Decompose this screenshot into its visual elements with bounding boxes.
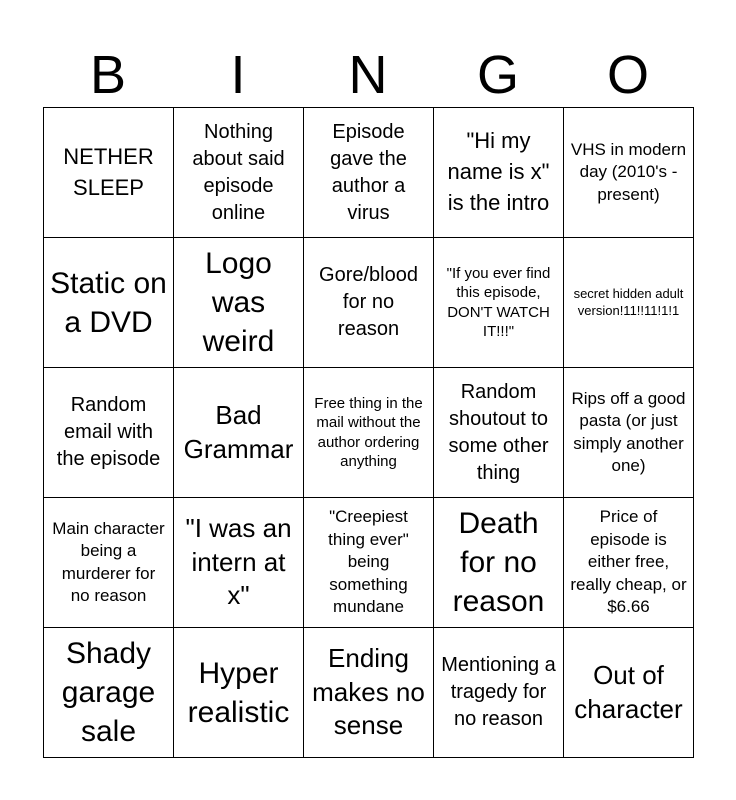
bingo-cell[interactable]: Death for no reason: [434, 498, 564, 628]
bingo-cell[interactable]: Main character being a murderer for no reason: [44, 498, 174, 628]
header-letter-o: O: [606, 45, 649, 105]
bingo-cell[interactable]: Logo was weird: [174, 238, 304, 368]
bingo-cell[interactable]: Hyper realistic: [174, 628, 304, 758]
bingo-cell[interactable]: Out of character: [564, 628, 694, 758]
bingo-cell[interactable]: VHS in modern day (2010's - present): [564, 108, 694, 238]
bingo-cell[interactable]: Gore/blood for no reason: [304, 238, 434, 368]
bingo-cell[interactable]: Shady garage sale: [44, 628, 174, 758]
header-letter-g: G: [476, 45, 519, 105]
bingo-cell[interactable]: Random email with the episode: [44, 368, 174, 498]
bingo-cell[interactable]: "If you ever find this episode, DON'T WATCH IT!!!": [434, 238, 564, 368]
bingo-cell[interactable]: "Hi my name is x" is the intro: [434, 108, 564, 238]
bingo-cell[interactable]: Mentioning a tragedy for no reason: [434, 628, 564, 758]
bingo-cell[interactable]: Episode gave the author a virus: [304, 108, 434, 238]
bingo-cell[interactable]: Price of episode is either free, really cheap, or $6.66: [564, 498, 694, 628]
header-letter-i: I: [230, 45, 246, 105]
header-letter-b: B: [89, 45, 127, 105]
bingo-cell[interactable]: secret hidden adult version!11!!11!1!1: [564, 238, 694, 368]
bingo-cell[interactable]: Free thing in the mail without the author ordering anything: [304, 368, 434, 498]
bingo-cell[interactable]: Rips off a good pasta (or just simply another one): [564, 368, 694, 498]
bingo-header: [43, 44, 693, 106]
bingo-board: [43, 107, 694, 758]
bingo-cell[interactable]: NETHER SLEEP: [44, 108, 174, 238]
bingo-cell[interactable]: Nothing about said episode online: [174, 108, 304, 238]
header-letter-n: N: [348, 45, 388, 105]
bingo-cell[interactable]: Static on a DVD: [44, 238, 174, 368]
bingo-cell[interactable]: Ending makes no sense: [304, 628, 434, 758]
bingo-cell[interactable]: Random shoutout to some other thing: [434, 368, 564, 498]
bingo-cell[interactable]: "I was an intern at x": [174, 498, 304, 628]
bingo-cell[interactable]: "Creepiest thing ever" being something mundane: [304, 498, 434, 628]
bingo-cell[interactable]: Bad Grammar: [174, 368, 304, 498]
